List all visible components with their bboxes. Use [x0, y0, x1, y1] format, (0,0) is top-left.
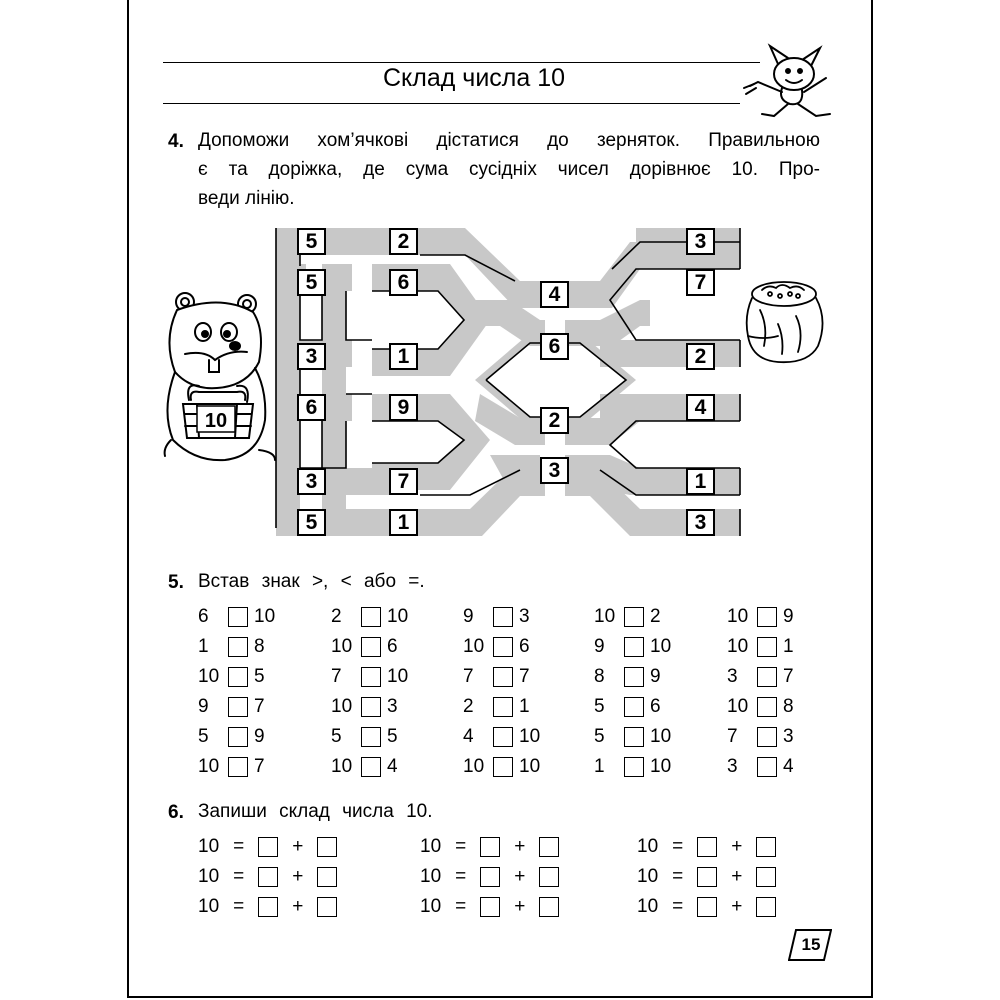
- left-number: 10: [594, 606, 616, 627]
- addend-box[interactable]: [539, 867, 559, 887]
- right-number: 10: [387, 666, 409, 687]
- addend-box[interactable]: [480, 897, 500, 917]
- addend-box[interactable]: [258, 837, 278, 857]
- left-number: 1: [198, 636, 209, 657]
- answer-box[interactable]: [757, 697, 777, 717]
- maze-number-box: 3: [297, 343, 326, 370]
- comparison-item: [727, 695, 794, 719]
- addend-box[interactable]: [539, 897, 559, 917]
- task5-number: 5.: [168, 572, 184, 593]
- seed-sack-illustration: [738, 276, 830, 366]
- maze-number-box: 3: [297, 468, 326, 495]
- equals-sign: =: [672, 896, 684, 917]
- comparison-item: [331, 695, 398, 719]
- addend-box[interactable]: [317, 897, 337, 917]
- maze-road: [600, 340, 740, 367]
- left-number: 10: [331, 756, 353, 777]
- maze-number-box: 6: [389, 269, 418, 296]
- addend-box[interactable]: [756, 867, 776, 887]
- addend-box[interactable]: [317, 867, 337, 887]
- page-title: Склад числа 10: [383, 64, 566, 92]
- plus-sign: +: [292, 836, 304, 857]
- left-number: 10: [727, 636, 749, 657]
- left-number: 10: [727, 606, 749, 627]
- maze-number-box: 6: [297, 394, 326, 421]
- equals-sign: =: [233, 866, 245, 887]
- comparison-item: [727, 755, 794, 779]
- addend-box[interactable]: [539, 837, 559, 857]
- right-number: 10: [519, 756, 541, 777]
- left-number: 10: [331, 696, 353, 717]
- answer-box[interactable]: [757, 667, 777, 687]
- decomposition-row: [637, 835, 776, 859]
- right-number: 7: [519, 666, 530, 687]
- maze-number-box: 4: [686, 394, 715, 421]
- answer-box[interactable]: [228, 667, 248, 687]
- maze-number-box: 1: [389, 343, 418, 370]
- comparison-item: [727, 665, 794, 689]
- addend-box[interactable]: [317, 837, 337, 857]
- addend-box[interactable]: [756, 837, 776, 857]
- right-number: 10: [254, 606, 276, 627]
- comparison-item: [594, 665, 661, 689]
- comparison-item: [594, 695, 661, 719]
- plus-sign: +: [731, 836, 743, 857]
- maze-number-box: 3: [686, 228, 715, 255]
- maze-number-box: 1: [686, 468, 715, 495]
- equals-sign: =: [233, 836, 245, 857]
- maze-number-box: 2: [389, 228, 418, 255]
- decomposition-row: [198, 895, 337, 919]
- right-number: 10: [519, 726, 541, 747]
- maze-number-box: 6: [540, 333, 569, 360]
- left-number: 2: [331, 606, 342, 627]
- left-number: 3: [727, 666, 738, 687]
- sum-value: 10: [198, 896, 220, 917]
- task6-number: 6.: [168, 802, 184, 823]
- equals-sign: =: [455, 896, 467, 917]
- comparison-item: [727, 605, 794, 629]
- maze-number-box: 4: [540, 281, 569, 308]
- right-number: 3: [519, 606, 530, 627]
- left-number: 5: [594, 696, 605, 717]
- decomposition-row: [198, 835, 337, 859]
- comparison-item: [331, 755, 398, 779]
- left-number: 8: [594, 666, 605, 687]
- right-number: 10: [650, 756, 672, 777]
- comparison-item: [594, 635, 671, 659]
- header-rule-top: [163, 62, 760, 63]
- answer-box[interactable]: [624, 667, 644, 687]
- answer-box[interactable]: [624, 727, 644, 747]
- hamster-illustration: [155, 290, 280, 465]
- right-number: 9: [650, 666, 661, 687]
- addend-box[interactable]: [258, 897, 278, 917]
- right-number: 7: [783, 666, 794, 687]
- decomposition-row: [637, 865, 776, 889]
- right-number: 10: [650, 636, 672, 657]
- answer-box[interactable]: [361, 637, 381, 657]
- plus-sign: +: [731, 896, 743, 917]
- task4-instruction-line1: Допоможи хом’ячкові дістатися до зерняток. Правильною: [198, 130, 820, 151]
- maze-number-box: 2: [540, 407, 569, 434]
- sum-value: 10: [637, 896, 659, 917]
- comparison-item: [463, 725, 540, 749]
- answer-box[interactable]: [624, 757, 644, 777]
- comparison-item: [463, 665, 530, 689]
- addend-box[interactable]: [697, 897, 717, 917]
- left-number: 5: [594, 726, 605, 747]
- maze-road: [276, 509, 390, 536]
- maze-number-box: 5: [297, 228, 326, 255]
- right-number: 7: [254, 756, 265, 777]
- right-number: 4: [783, 756, 794, 777]
- left-number: 10: [727, 696, 749, 717]
- left-number: 10: [198, 756, 220, 777]
- right-number: 8: [254, 636, 265, 657]
- answer-box[interactable]: [228, 637, 248, 657]
- addend-box[interactable]: [756, 897, 776, 917]
- left-number: 3: [727, 756, 738, 777]
- maze-number-box: 3: [686, 509, 715, 536]
- left-number: 1: [594, 756, 605, 777]
- right-number: 5: [387, 726, 398, 747]
- task5-instruction: Встав знак >, < або =.: [198, 571, 425, 592]
- equals-sign: =: [233, 896, 245, 917]
- hamster-badge-number: 10: [204, 410, 228, 432]
- comparison-item: [463, 755, 540, 779]
- comparison-item: [594, 725, 671, 749]
- answer-box[interactable]: [228, 697, 248, 717]
- answer-box[interactable]: [624, 637, 644, 657]
- left-number: 9: [463, 606, 474, 627]
- right-number: 5: [254, 666, 265, 687]
- comparison-item: [198, 665, 265, 689]
- left-number: 4: [463, 726, 474, 747]
- maze-number-box: 7: [389, 468, 418, 495]
- plus-sign: +: [514, 836, 526, 857]
- comparison-item: [198, 635, 265, 659]
- addend-box[interactable]: [697, 867, 717, 887]
- header-rule-bottom: [163, 103, 740, 104]
- plus-sign: +: [514, 896, 526, 917]
- maze-number-box: 5: [297, 269, 326, 296]
- right-number: 9: [254, 726, 265, 747]
- plus-sign: +: [292, 866, 304, 887]
- right-number: 4: [387, 756, 398, 777]
- decomposition-row: [198, 865, 337, 889]
- answer-box[interactable]: [493, 607, 513, 627]
- left-number: 10: [463, 636, 485, 657]
- comparison-item: [331, 665, 408, 689]
- answer-box[interactable]: [757, 607, 777, 627]
- left-number: 7: [331, 666, 342, 687]
- comparison-item: [331, 725, 398, 749]
- answer-box[interactable]: [493, 697, 513, 717]
- maze-number-box: 3: [540, 457, 569, 484]
- answer-box[interactable]: [493, 757, 513, 777]
- right-number: 3: [783, 726, 794, 747]
- right-number: 7: [254, 696, 265, 717]
- comparison-item: [331, 635, 398, 659]
- answer-box[interactable]: [757, 757, 777, 777]
- task6-instruction: Запиши склад числа 10.: [198, 801, 433, 822]
- equals-sign: =: [455, 866, 467, 887]
- right-number: 1: [519, 696, 530, 717]
- left-number: 10: [463, 756, 485, 777]
- answer-box[interactable]: [624, 607, 644, 627]
- answer-box[interactable]: [228, 727, 248, 747]
- page-number: 15: [801, 935, 821, 954]
- comparison-item: [198, 755, 265, 779]
- comparison-item: [198, 695, 265, 719]
- comparison-item: [331, 605, 408, 629]
- left-number: 7: [727, 726, 738, 747]
- plus-sign: +: [292, 896, 304, 917]
- sum-value: 10: [637, 866, 659, 887]
- maze-number-box: 1: [389, 509, 418, 536]
- mascot-illustration: [730, 42, 840, 122]
- right-number: 8: [783, 696, 794, 717]
- comparison-item: [594, 755, 671, 779]
- comparison-item: [463, 605, 530, 629]
- right-number: 2: [650, 606, 661, 627]
- answer-box[interactable]: [493, 667, 513, 687]
- answer-box[interactable]: [493, 637, 513, 657]
- left-number: 6: [198, 606, 209, 627]
- equals-sign: =: [672, 836, 684, 857]
- comparison-item: [463, 695, 530, 719]
- decomposition-row: [420, 865, 559, 889]
- sum-value: 10: [420, 836, 442, 857]
- left-number: 9: [594, 636, 605, 657]
- left-number: 10: [198, 666, 220, 687]
- maze-number-box: 9: [389, 394, 418, 421]
- comparison-item: [727, 635, 794, 659]
- comparison-item: [463, 635, 530, 659]
- answer-box[interactable]: [361, 607, 381, 627]
- sum-value: 10: [198, 866, 220, 887]
- left-number: 10: [331, 636, 353, 657]
- left-number: 7: [463, 666, 474, 687]
- addend-box[interactable]: [480, 837, 500, 857]
- right-number: 1: [783, 636, 794, 657]
- right-number: 10: [650, 726, 672, 747]
- right-number: 3: [387, 696, 398, 717]
- addend-box[interactable]: [258, 867, 278, 887]
- plus-sign: +: [514, 866, 526, 887]
- decomposition-row: [637, 895, 776, 919]
- answer-box[interactable]: [757, 637, 777, 657]
- maze-number-box: 2: [686, 343, 715, 370]
- answer-box[interactable]: [361, 727, 381, 747]
- decomposition-row: [420, 895, 559, 919]
- right-number: 6: [387, 636, 398, 657]
- answer-box[interactable]: [493, 727, 513, 747]
- answer-box[interactable]: [228, 607, 248, 627]
- answer-box[interactable]: [361, 667, 381, 687]
- task4-instruction-line2: є та доріжка, де сума сусідніх чисел дорівнює 10. Про-: [198, 159, 820, 180]
- decomposition-row: [420, 835, 559, 859]
- maze-number-box: 5: [297, 509, 326, 536]
- comparison-item: [198, 605, 275, 629]
- plus-sign: +: [731, 866, 743, 887]
- maze-number-box: 7: [686, 269, 715, 296]
- equals-sign: =: [672, 866, 684, 887]
- left-number: 5: [331, 726, 342, 747]
- sum-value: 10: [637, 836, 659, 857]
- left-number: 2: [463, 696, 474, 717]
- left-number: 5: [198, 726, 209, 747]
- comparison-item: [594, 605, 661, 629]
- task4-number: 4.: [168, 131, 184, 152]
- sum-value: 10: [198, 836, 220, 857]
- right-number: 9: [783, 606, 794, 627]
- comparison-item: [198, 725, 265, 749]
- sum-value: 10: [420, 866, 442, 887]
- left-number: 9: [198, 696, 209, 717]
- answer-box[interactable]: [228, 757, 248, 777]
- task4-instruction-line3: веди лінію.: [198, 188, 295, 209]
- maze-road: [276, 468, 390, 495]
- addend-box[interactable]: [697, 837, 717, 857]
- equals-sign: =: [455, 836, 467, 857]
- addend-box[interactable]: [480, 867, 500, 887]
- answer-box[interactable]: [361, 757, 381, 777]
- right-number: 6: [519, 636, 530, 657]
- answer-box[interactable]: [624, 697, 644, 717]
- sum-value: 10: [420, 896, 442, 917]
- answer-box[interactable]: [361, 697, 381, 717]
- answer-box[interactable]: [757, 727, 777, 747]
- right-number: 6: [650, 696, 661, 717]
- comparison-item: [727, 725, 794, 749]
- right-number: 10: [387, 606, 409, 627]
